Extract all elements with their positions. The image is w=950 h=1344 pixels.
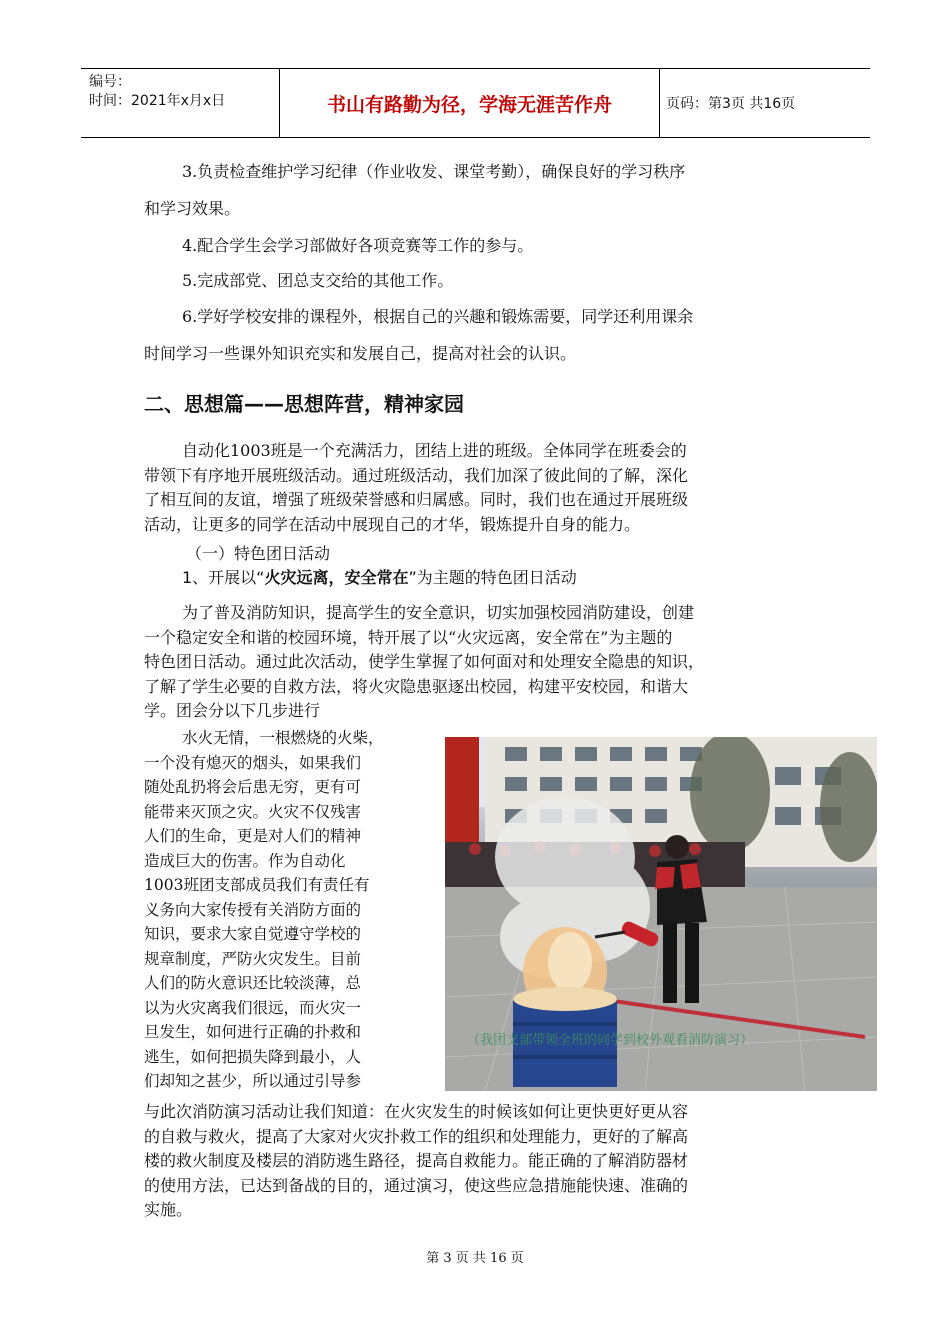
wrap-line: 以为火灾离我们很远，而火灾一 xyxy=(144,998,362,1017)
header-motto: 书山有路勤为径，学海无涯苦作舟 xyxy=(279,69,660,137)
activity-suffix: ”为主题的特色团日活动 xyxy=(408,568,577,587)
wrap-line: 逃生，如何把损失降到最小，人 xyxy=(144,1047,362,1066)
after-line: 实施。 xyxy=(144,1200,193,1219)
purpose-line: 一个稳定安全和谐的校园环境，特开展了以“火灾远离，安全常在”为主题的 xyxy=(144,627,673,647)
wrap-line: 们却知之甚少，所以通过引导参 xyxy=(144,1072,362,1090)
purpose-line: 了解了学生必要的自救方法，将火灾隐患驱逐出校园，构建平安校园，和谐大 xyxy=(144,676,689,696)
wrap-line: 人们的生命，更是对人们的精神 xyxy=(144,827,362,845)
wrap-line: 水火无情，一根燃烧的火柴， xyxy=(182,729,384,747)
wrap-line: 知识，要求大家自觉遵守学校的 xyxy=(144,925,362,943)
page-footer: 第 3 页 共 16 页 xyxy=(426,1251,524,1266)
item-4: 4.配合学生会学习部做好各项竞赛等工作的参与。 xyxy=(182,236,534,255)
page-header xyxy=(81,68,870,138)
after-line: 楼的救火制度及楼层的消防逃生路径，提高自救能力。能正确的了解消防器材 xyxy=(144,1151,689,1170)
item-3-line-2: 和学习效果。 xyxy=(144,199,241,218)
wrap-line: 一个没有熄灭的烟头，如果我们 xyxy=(144,753,362,772)
time-label: 时间：2021年x月x日 xyxy=(89,93,226,109)
intro-line: 带领下有序地开展班级活动。通过班级活动，我们加深了彼此间的了解，深化 xyxy=(144,465,689,485)
wrap-line: 造成巨大的伤害。作为自动化 xyxy=(144,851,346,870)
purpose-paragraph xyxy=(144,601,834,724)
after-paragraph xyxy=(144,1100,834,1223)
item-6-line-1: 6.学好学校安排的课程外，根据自己的兴趣和锻炼需要，同学还利用课余 xyxy=(182,307,694,326)
activity-heading xyxy=(182,566,577,590)
item-6-line-2: 时间学习一些课外知识充实和发展自己，提高对社会的认识。 xyxy=(144,344,577,363)
wrap-line: 规章制度，严防火灾发生。目前 xyxy=(144,949,362,968)
wrap-line: 义务向大家传授有关消防方面的 xyxy=(144,900,362,919)
wrap-line: 人们的防火意识还比较淡薄，总 xyxy=(144,974,362,992)
wrap-line: 旦发生，如何进行正确的扑救和 xyxy=(144,1023,362,1041)
item-3-line-1: 3.负责检查维护学习纪律（作业收发、课堂考勤），确保良好的学习秩序 xyxy=(182,162,686,181)
intro-paragraph xyxy=(144,439,834,537)
photo-caption: （我团支部带领全班的同学到校外观看消防演习） xyxy=(467,1033,754,1048)
purpose-line: 为了普及消防知识，提高学生的安全意识，切实加强校园消防建设，创建 xyxy=(182,603,695,622)
after-line: 与此次消防演习活动让我们知道：在火灾发生的时候该如何让更快更好更从容 xyxy=(144,1102,689,1121)
wrap-line: 能带来灭顶之灾。火灾不仅残害 xyxy=(144,802,362,821)
section-title: 二、思想篇——思想阵营，精神家园 xyxy=(144,392,464,416)
purpose-line: 特色团日活动。通过此次活动，使学生掌握了如何面对和处理安全隐患的知识， xyxy=(144,652,705,671)
activity-theme: 火灾远离，安全常在 xyxy=(264,568,409,587)
wrap-line: 1003班团支部成员我们有责任有 xyxy=(144,876,370,894)
header-meta xyxy=(89,73,225,111)
item-5: 5.完成部党、团总支交给的其他工作。 xyxy=(182,271,454,290)
after-line: 的使用方法，已达到备战的目的，通过演习，使这些应急措施能快速、准确的 xyxy=(144,1175,689,1195)
subheading: （一）特色团日活动 xyxy=(186,544,331,563)
number-label: 编号： xyxy=(89,74,131,90)
wrap-line: 随处乱扔将会后患无穷，更有可 xyxy=(144,778,362,796)
wrap-paragraph xyxy=(144,726,444,1094)
intro-line: 自动化1003班是一个充满活力，团结上进的班级。全体同学在班委会的 xyxy=(182,441,687,460)
intro-line: 活动，让更多的同学在活动中展现自己的才华，锻炼提升自身的能力。 xyxy=(144,514,641,534)
activity-prefix: 1、开展以“ xyxy=(182,568,265,587)
intro-line: 了相互间的友谊，增强了班级荣誉感和归属感。同时，我们也在通过开展班级 xyxy=(144,490,689,509)
page-number-label: 页码：第3页 共16页 xyxy=(666,96,796,112)
after-line: 的自救与救火，提高了大家对火灾扑救工作的组织和处理能力，更好的了解高 xyxy=(144,1126,689,1146)
purpose-line: 学。团会分以下几步进行 xyxy=(144,701,321,720)
